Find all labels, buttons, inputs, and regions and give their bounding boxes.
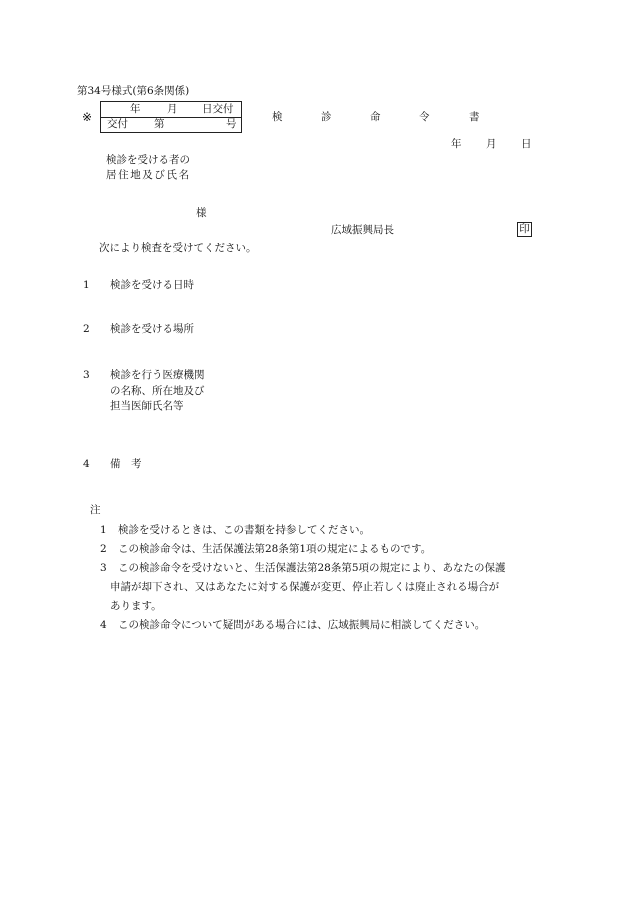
item-label: 備 考 [110,458,142,470]
note-text: 申請が却下され、又はあなたに対する保護が変更、停止若しくは廃止される場合が [110,581,500,593]
note-text: この検診命令は、生活保護法第28条第1項の規定によるものです。 [118,543,432,555]
title-char: 命 [370,111,381,123]
note-text: 検診を受けるときは、この書類を持参してください。 [118,524,370,536]
note-number: 1 [100,524,107,536]
notes-heading: 注 [90,504,101,516]
issued-label: 交付 [107,118,128,130]
item-label: 検診を受ける日時 [110,279,194,291]
title-char: 書 [469,111,480,123]
date-year-label: 年 [451,138,462,150]
item-number: 4 [83,458,90,470]
note-text: この検診命令について疑問がある場合には、広域振興局に相談してください。 [118,619,486,631]
title-char: 検 [272,111,283,123]
issue-number-box [100,101,242,133]
form-number: 第34号様式(第6条関係) [77,85,190,97]
dai-label: 第 [154,118,165,130]
issue-year-label: 年 [130,103,141,115]
sama-honorific: 様 [196,207,207,219]
item-label: 検診を行う医療機関 [110,369,205,381]
issuer-title: 広域振興局長 [331,224,394,236]
title-char: 診 [321,111,332,123]
item-number: 2 [83,323,90,335]
title-char: 令 [419,111,430,123]
date-month-label: 月 [486,138,497,150]
note-number: 2 [100,543,107,555]
item-number: 1 [83,279,90,291]
intro-text: 次により検査を受けてください。 [99,242,257,254]
item-label: の名称、所在地及び [110,385,205,397]
recipient-label-line2: 居住地及び氏名 [106,169,191,181]
seal-mark: 印 [517,222,532,237]
recipient-label-line1: 検診を受ける者の [106,154,190,166]
note-text: この検診命令を受けないと、生活保護法第28条第5項の規定により、あなたの保護 [118,562,506,574]
issue-date-row [101,102,241,118]
item-number: 3 [83,369,90,381]
issue-month-label: 月 [167,103,178,115]
item-label: 担当医師氏名等 [110,400,184,412]
go-label: 号 [226,118,237,130]
note-text: あります。 [110,600,162,612]
note-number: 3 [100,562,107,574]
issue-day-label: 日交付 [202,103,234,115]
issue-number-row [101,117,241,132]
asterisk-mark: ※ [82,110,93,124]
date-day-label: 日 [521,138,532,150]
item-label: 検診を受ける場所 [110,323,194,335]
note-number: 4 [100,619,107,631]
